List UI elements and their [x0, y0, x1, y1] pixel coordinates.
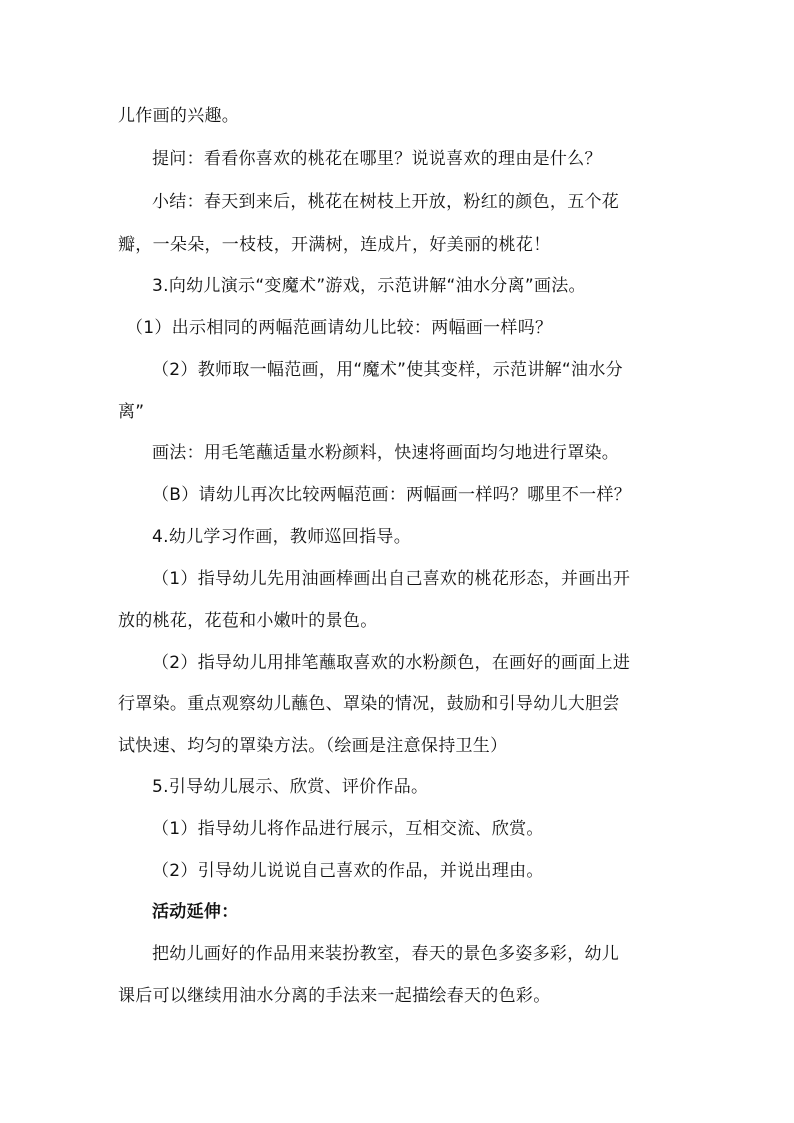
- step-4-item-1-continued: 放的桃花，花苞和小嫩叶的景色。: [118, 611, 378, 631]
- question-line: 提问：看看你喜欢的桃花在哪里？说说喜欢的理由是什么？: [152, 149, 602, 169]
- extension-line: 把幼儿画好的作品用来装扮教室，春天的景色多姿多彩，幼儿: [152, 944, 620, 964]
- step-4-item-2: （2）指导幼儿用排笔蘸取喜欢的水粉颜色，在画好的画面上进: [152, 653, 631, 673]
- step-5-item-1: （1）指导幼儿将作品进行展示，互相交流、欣赏。: [152, 819, 544, 839]
- step-4-item-2-continued-1: 行罩染。重点观察幼儿蘸色、罩染的情况，鼓励和引导幼儿大胆尝: [118, 694, 620, 714]
- summary-line-continued: 瓣，一朵朵，一枝枝，开满树，连成片，好美丽的桃花！: [118, 235, 551, 255]
- step-4-item-2-continued-2: 试快速、均匀的罩染方法。（绘画是注意保持卫生）: [118, 736, 508, 756]
- step-3-item-1: （1）出示相同的两幅范画请幼儿比较：两幅画一样吗？: [126, 318, 553, 338]
- paragraph-line: 儿作画的兴趣。: [118, 106, 240, 126]
- activity-extension-heading: 活动延伸：: [152, 902, 239, 922]
- step-5-item-2: （2）引导幼儿说说自己喜欢的作品，并说出理由。: [152, 861, 544, 881]
- extension-line-continued: 课后可以继续用油水分离的手法来一起描绘春天的色彩。: [118, 986, 551, 1006]
- step-4-item-1: （1）指导幼儿先用油画棒画出自己喜欢的桃花形态，并画出开: [152, 569, 631, 589]
- step-3-heading: 3.向幼儿演示“变魔术”游戏，示范讲解“油水分离”画法。: [152, 276, 586, 296]
- method-line: 画法：用毛笔蘸适量水粉颜料，快速将画面均匀地进行罩染。: [152, 443, 620, 463]
- step-3-item-2: （2）教师取一幅范画，用“魔术”使其变样，示范讲解“油水分: [152, 360, 623, 380]
- step-4-heading: 4.幼儿学习作画，教师巡回指导。: [152, 527, 412, 547]
- step-3-item-2-continued: 离”: [118, 402, 145, 422]
- summary-line: 小结：春天到来后，桃花在树枝上开放，粉红的颜色，五个花: [152, 192, 620, 212]
- step-5-heading: 5.引导幼儿展示、欣赏、评价作品。: [152, 777, 429, 797]
- step-3-item-b: （B）请幼儿再次比较两幅范画：两幅画一样吗？哪里不一样？: [152, 485, 632, 505]
